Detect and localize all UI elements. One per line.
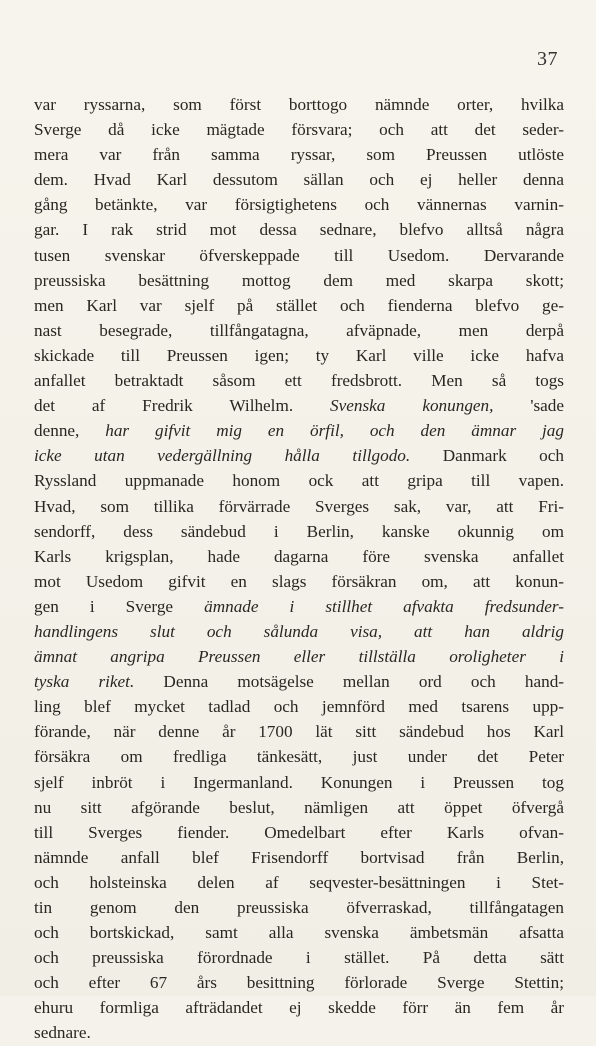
text-line: försäkra om fredliga tänkesätt, just under det Peter bbox=[34, 747, 564, 767]
text-line: dem. Hvad Karl dessutom sällan och ej heller denna bbox=[34, 170, 564, 190]
text-line: gång betänkte, var försigtighetens och vännernas varnin- bbox=[34, 195, 564, 215]
italic-text: har gifvit mig en örfil, och den ämnar jag bbox=[105, 421, 564, 441]
text-line: mot Usedom gifvit en slags försäkran om, att konun- bbox=[34, 571, 564, 591]
text-line bbox=[34, 644, 564, 669]
text-line: och efter 67 års besittning förlorade Sverge Stettin; bbox=[34, 973, 564, 993]
text-line: denne, har gifvit mig en örfil, och den ämnar jag bbox=[34, 421, 564, 441]
text-line bbox=[34, 619, 564, 644]
text-line: det af Fredrik Wilhelm. Svenska konungen, 'sade bbox=[34, 396, 564, 416]
text-line: ling blef mycket tadlad och jemnförd med tsarens upp- bbox=[34, 697, 564, 717]
body-text bbox=[34, 92, 564, 1046]
text-line: anfallet betraktadt såsom ett fredsbrott. Men så togs bbox=[34, 371, 564, 391]
text-line: tyska riket. Denna motsägelse mellan ord och hand- bbox=[34, 672, 565, 692]
italic-text: ämnade i stillhet afvakta fredsunder- bbox=[204, 596, 564, 616]
italic-text: handlingens slut och sålunda visa, att han aldrig bbox=[34, 621, 564, 641]
text-line: Ryssland uppmanade honom ock att gripa till vapen. bbox=[34, 471, 564, 491]
italic-text: ämnat angripa Preussen eller tillställa oroligheter i bbox=[34, 647, 564, 667]
text-line: men Karl var sjelf på stället och fienderna blefvo ge- bbox=[34, 295, 564, 315]
text-line: nast besegrade, tillfångatagna, afväpnade, men derpå bbox=[34, 320, 564, 340]
text-line: var ryssarna, som först borttogo nämnde orter, hvilka bbox=[34, 95, 564, 114]
italic-text: Svenska konungen, bbox=[330, 396, 494, 416]
text-line: tin genom den preussiska öfverraskad, tillfångatagen bbox=[34, 898, 564, 917]
text-line: nu sitt afgörande beslut, nämligen att öppet öfvergå bbox=[34, 797, 564, 817]
page-number: 37 bbox=[537, 48, 558, 70]
italic-text: icke utan vedergällning hålla tillgodo. bbox=[34, 446, 411, 466]
text-line: och bortskickad, samt alla svenska ämbetsmän afsatta bbox=[34, 923, 564, 943]
text-line: Karls krigsplan, hade dagarna före svenska anfallet bbox=[34, 546, 564, 566]
text-line: och holsteinska delen af seqvester-besättningen i Stet- bbox=[34, 872, 564, 892]
text-line: sendorff, dess sändebud i Berlin, kanske okunnig om bbox=[34, 521, 564, 541]
text-line: Hvad, som tillika förvärrade Sverges sak, var, att Fri- bbox=[34, 496, 564, 516]
text-line: ehuru formliga afträdandet ej skedde förr än fem år bbox=[34, 998, 564, 1018]
text-line: mera var från samma ryssar, som Preussen utlöste bbox=[34, 145, 564, 165]
text-line: nämnde anfall blef Frisendorff bortvisad från Berlin, bbox=[34, 847, 564, 867]
text-line: förande, när denne år 1700 lät sitt sändebud hos Karl bbox=[34, 722, 564, 742]
text-line: preussiska besättning mottog dem med skarpa skott; bbox=[34, 270, 564, 290]
text-line: icke utan vedergällning hålla tillgodo. Danmark och bbox=[34, 446, 564, 466]
text-line: Sverge då icke mägtade försvara; och att det seder- bbox=[34, 120, 564, 140]
text-line: skickade till Preussen igen; ty Karl ville icke hafva bbox=[34, 345, 564, 365]
text-line: gen i Sverge ämnade i stillhet afvakta fredsunder- bbox=[34, 596, 564, 616]
text-line: gar. I rak strid mot dessa sednare, blefvo alltså några bbox=[34, 220, 564, 240]
text-line: sednare. bbox=[34, 1023, 91, 1043]
text-line: och preussiska förordnade i stället. På detta sätt bbox=[34, 948, 564, 968]
text-line: tusen svenskar öfverskeppade till Usedom. Dervarande bbox=[34, 245, 564, 265]
text-line: till Sverges fiender. Omedelbart efter Karls ofvan- bbox=[34, 822, 564, 842]
text-line: sjelf inbröt i Ingermanland. Konungen i Preussen tog bbox=[34, 772, 564, 792]
italic-text: tyska riket. bbox=[34, 672, 135, 692]
